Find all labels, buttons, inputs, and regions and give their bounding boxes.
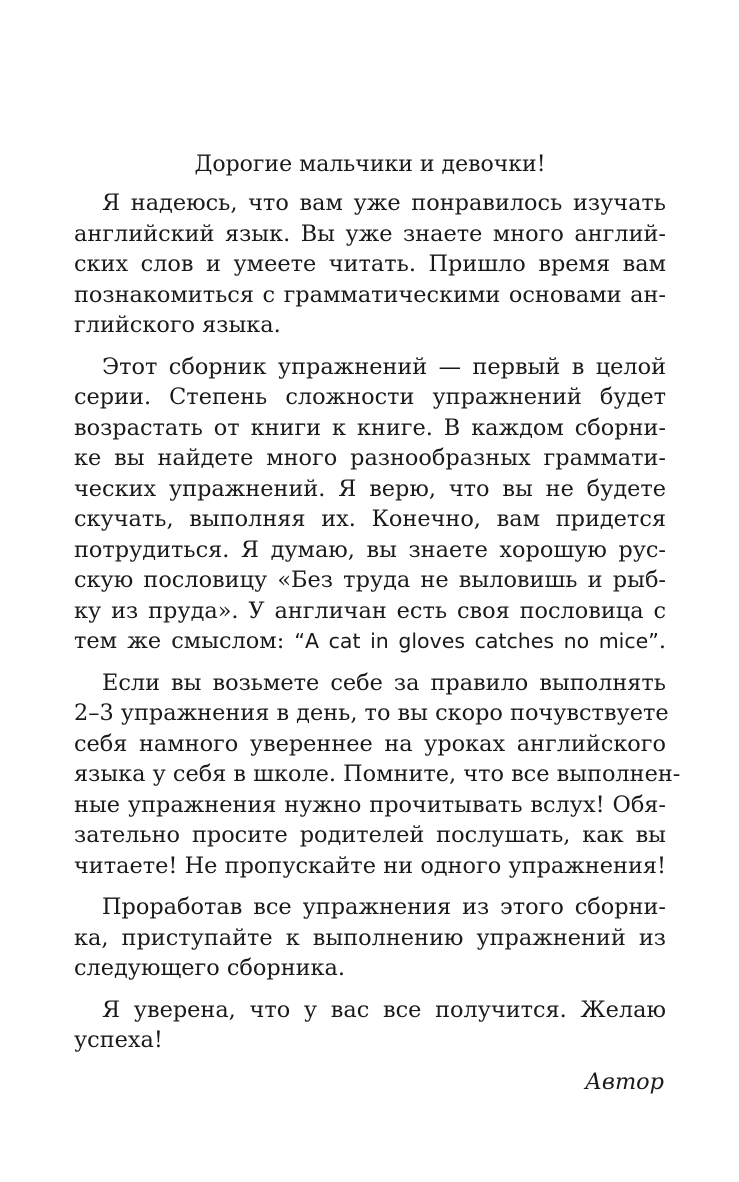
- text-line: себя намного увереннее на уроках английского: [74, 730, 666, 757]
- text-line: Я уверена, что у вас все получится. Желаю: [102, 996, 666, 1023]
- text-line: ке вы найдете много разнообразных граммати-: [74, 445, 666, 471]
- text-line: следующего сборника.: [74, 955, 346, 981]
- text-line: английский язык. Вы уже знаете много англий-: [74, 220, 666, 247]
- letter-page: [74, 150, 681, 1097]
- text-line: ческих упражнений. Я верю, что вы не будете: [74, 475, 666, 502]
- author-signature: Автор: [584, 1068, 664, 1095]
- text-line: читаете! Не пропускайте ни одного упражнения!: [74, 852, 666, 879]
- text-line: Этот сборник упражнений — первый в целой: [102, 353, 666, 380]
- text-line: возрастать от книги к книге. В каждом сборни-: [74, 414, 666, 441]
- text-line: Проработав все упражнения из этого сборни-: [102, 894, 666, 920]
- text-line: познакомиться с грамматическими основами ан-: [74, 281, 666, 308]
- text-line: ку из пруда». У англичан есть своя пословица с: [74, 597, 666, 624]
- page-title: Дорогие мальчики и девочки!: [194, 152, 546, 177]
- paragraph-4: [74, 892, 666, 984]
- text-line: скучать, выполняя их. Конечно, вам придется: [74, 506, 666, 532]
- text-line: языка у себя в школе. Помните, что все выполнен-: [74, 761, 681, 787]
- text-line: зательно просите родителей послушать, как вы: [74, 822, 666, 848]
- text-line: успеха!: [74, 1027, 163, 1053]
- text-line: Если вы возьмете себе за правило выполнять: [102, 669, 666, 696]
- paragraph-3: [74, 668, 681, 882]
- text-line: ских слов и умеете читать. Пришло время вам: [74, 251, 666, 277]
- paragraph-2: [74, 352, 666, 657]
- paragraph-5: [74, 995, 666, 1056]
- english-proverb: “A cat in gloves catches no mice”: [294, 629, 659, 653]
- text-line: серии. Степень сложности упражнений будет: [74, 384, 666, 410]
- text-line: потрудиться. Я думаю, вы знаете хорошую рус-: [74, 536, 666, 563]
- text-fragment: .: [658, 628, 666, 654]
- text-line: ные упражнения нужно прочитывать вслух! Обя-: [74, 791, 666, 818]
- text-fragment: тем же смыслом:: [74, 628, 295, 654]
- text-line: скую пословицу «Без труда не выловишь и рыб-: [74, 567, 666, 593]
- text-line: глийского языка.: [74, 312, 281, 338]
- text-line: Я надеюсь, что вам уже понравилось изучать: [102, 190, 666, 216]
- text-line: 2–3 упражнения в день, то вы скоро почувствуете: [74, 700, 669, 726]
- paragraph-1: [74, 188, 666, 341]
- text-line: ка, приступайте к выполнению упражнений из: [74, 924, 666, 951]
- text-line-with-quote: [74, 626, 666, 657]
